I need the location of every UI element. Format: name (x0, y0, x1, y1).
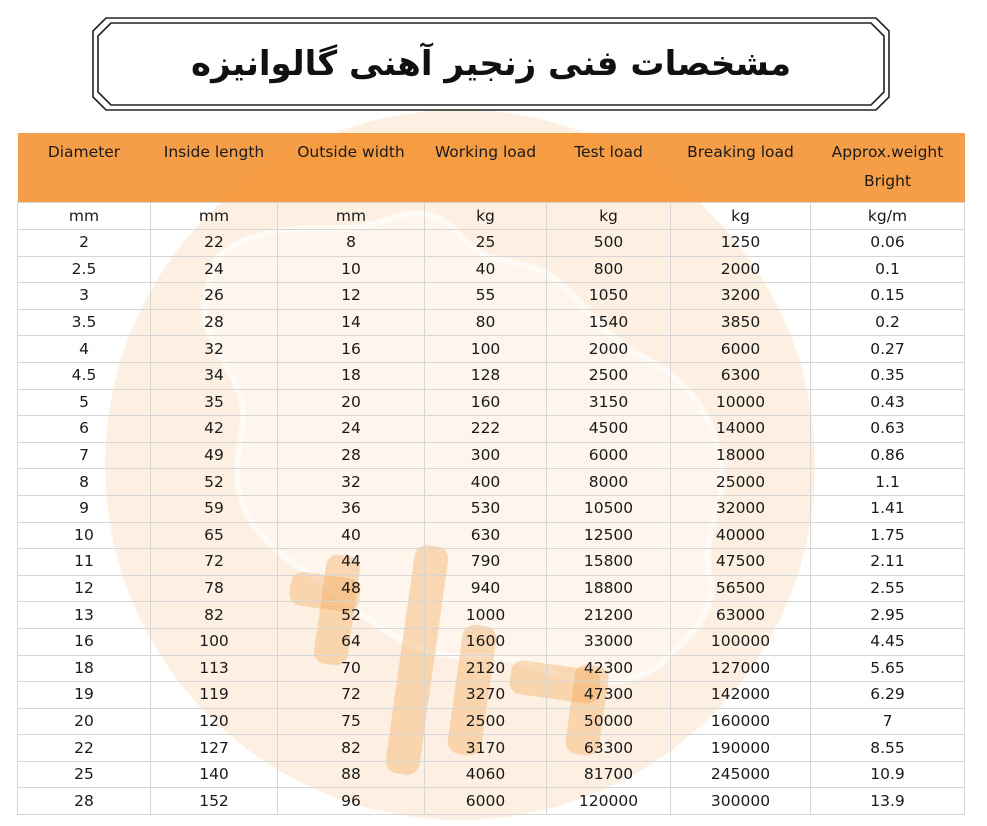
table-cell: 6300 (671, 362, 811, 389)
table-cell: 18800 (547, 575, 671, 602)
table-cell: 13 (18, 602, 151, 629)
table-cell: 20 (278, 389, 425, 416)
table-cell: 940 (425, 575, 547, 602)
table-cell: 8000 (547, 469, 671, 496)
table-cell: 6000 (547, 442, 671, 469)
table-cell: 5.65 (811, 655, 965, 682)
table-cell: 21200 (547, 602, 671, 629)
table-cell: 0.35 (811, 362, 965, 389)
table-cell: 113 (151, 655, 278, 682)
unit-cell: mm (18, 203, 151, 230)
table-cell: 3 (18, 283, 151, 310)
table-row (18, 256, 965, 283)
table-row (18, 655, 965, 682)
table-cell: 96 (278, 788, 425, 815)
table-row (18, 628, 965, 655)
table-row (18, 442, 965, 469)
table-cell: 10000 (671, 389, 811, 416)
table-cell: 4.5 (18, 362, 151, 389)
table-cell: 9 (18, 495, 151, 522)
table-cell: 1600 (425, 628, 547, 655)
table-cell: 52 (151, 469, 278, 496)
table-row (18, 735, 965, 762)
table-row (18, 230, 965, 257)
column-header (811, 133, 965, 203)
table-cell: 6000 (671, 336, 811, 363)
table-cell: 75 (278, 708, 425, 735)
table-cell: 8 (278, 230, 425, 257)
table-cell: 10 (278, 256, 425, 283)
table-row (18, 549, 965, 576)
table-cell: 2000 (547, 336, 671, 363)
table-cell: 49 (151, 442, 278, 469)
table-cell: 22 (18, 735, 151, 762)
table-cell: 1050 (547, 283, 671, 310)
table-row (18, 416, 965, 443)
table-cell: 63000 (671, 602, 811, 629)
table-cell: 4.45 (811, 628, 965, 655)
unit-cell: kg (425, 203, 547, 230)
table-cell: 1.75 (811, 522, 965, 549)
table-cell: 4 (18, 336, 151, 363)
table-cell: 3150 (547, 389, 671, 416)
table-cell: 40 (425, 256, 547, 283)
table-cell: 2.55 (811, 575, 965, 602)
table-cell: 120 (151, 708, 278, 735)
table-cell: 6000 (425, 788, 547, 815)
table-cell: 59 (151, 495, 278, 522)
table-cell: 22 (151, 230, 278, 257)
table-cell: 0.06 (811, 230, 965, 257)
units-row (18, 203, 965, 230)
table-cell: 128 (425, 362, 547, 389)
table-cell: 300000 (671, 788, 811, 815)
table-cell: 15800 (547, 549, 671, 576)
table-row (18, 389, 965, 416)
table-cell: 18000 (671, 442, 811, 469)
table-cell: 800 (547, 256, 671, 283)
table-row (18, 788, 965, 815)
table-cell: 1.1 (811, 469, 965, 496)
table-cell: 18 (18, 655, 151, 682)
table-row (18, 362, 965, 389)
table-cell: 100 (151, 628, 278, 655)
table-cell: 64 (278, 628, 425, 655)
table-cell: 12 (278, 283, 425, 310)
table-cell: 3170 (425, 735, 547, 762)
table-cell: 2.11 (811, 549, 965, 576)
column-header-label: Diameter (47, 143, 121, 161)
table-cell: 12500 (547, 522, 671, 549)
table-cell: 630 (425, 522, 547, 549)
table-cell: 80 (425, 309, 547, 336)
table-cell: 16 (278, 336, 425, 363)
table-cell: 2500 (425, 708, 547, 735)
table-cell: 190000 (671, 735, 811, 762)
table-cell: 1540 (547, 309, 671, 336)
table-cell: 10500 (547, 495, 671, 522)
table-cell: 4500 (547, 416, 671, 443)
table-cell: 142000 (671, 682, 811, 709)
table-cell: 65 (151, 522, 278, 549)
table-cell: 88 (278, 761, 425, 788)
table-cell: 2000 (671, 256, 811, 283)
table-cell: 32 (278, 469, 425, 496)
table-cell: 28 (18, 788, 151, 815)
table-row (18, 283, 965, 310)
spec-table (17, 133, 965, 815)
table-cell: 7 (18, 442, 151, 469)
table-cell: 18 (278, 362, 425, 389)
table-cell: 55 (425, 283, 547, 310)
table-cell: 13.9 (811, 788, 965, 815)
table-cell: 36 (278, 495, 425, 522)
title-frame (92, 17, 890, 111)
table-cell: 127000 (671, 655, 811, 682)
table-cell: 19 (18, 682, 151, 709)
unit-cell: kg (671, 203, 811, 230)
table-cell: 42 (151, 416, 278, 443)
table-cell: 32 (151, 336, 278, 363)
table-row (18, 336, 965, 363)
table-cell: 0.1 (811, 256, 965, 283)
column-header-label: Approx.weight (831, 143, 944, 161)
table-cell: 52 (278, 602, 425, 629)
table-cell: 33000 (547, 628, 671, 655)
table-cell: 0.86 (811, 442, 965, 469)
table-cell: 119 (151, 682, 278, 709)
table-cell: 0.27 (811, 336, 965, 363)
table-cell: 56500 (671, 575, 811, 602)
table-cell: 82 (278, 735, 425, 762)
table-cell: 25 (18, 761, 151, 788)
table-cell: 40 (278, 522, 425, 549)
table-cell: 72 (278, 682, 425, 709)
table-cell: 3270 (425, 682, 547, 709)
column-header-label: Breaking load (687, 143, 794, 161)
table-cell: 10 (18, 522, 151, 549)
table-cell: 12 (18, 575, 151, 602)
table-cell: 20 (18, 708, 151, 735)
table-cell: 14 (278, 309, 425, 336)
table-row (18, 575, 965, 602)
table-cell: 6.29 (811, 682, 965, 709)
table-cell: 2 (18, 230, 151, 257)
column-header (151, 133, 278, 203)
table-cell: 0.15 (811, 283, 965, 310)
column-header-label: Inside length (163, 143, 265, 161)
table-cell: 140 (151, 761, 278, 788)
table-cell: 11 (18, 549, 151, 576)
table-cell: 3850 (671, 309, 811, 336)
table-cell: 1.41 (811, 495, 965, 522)
column-header-label: Test load (574, 143, 643, 161)
table-cell: 300 (425, 442, 547, 469)
page-title: مشخصات فنی زنجیر آهنی گالوانیزه (191, 44, 791, 84)
table-cell: 8.55 (811, 735, 965, 762)
table-cell: 28 (278, 442, 425, 469)
table-cell: 48 (278, 575, 425, 602)
table-cell: 70 (278, 655, 425, 682)
table-cell: 8 (18, 469, 151, 496)
table-cell: 3.5 (18, 309, 151, 336)
table-cell: 3200 (671, 283, 811, 310)
table-cell: 127 (151, 735, 278, 762)
table-cell: 160000 (671, 708, 811, 735)
column-header (671, 133, 811, 203)
table-cell: 47500 (671, 549, 811, 576)
table-cell: 1000 (425, 602, 547, 629)
table-cell: 44 (278, 549, 425, 576)
unit-cell: kg/m (811, 203, 965, 230)
table-cell: 1250 (671, 230, 811, 257)
table-cell: 82 (151, 602, 278, 629)
table-cell: 35 (151, 389, 278, 416)
table-row (18, 602, 965, 629)
table-cell: 14000 (671, 416, 811, 443)
table-row (18, 522, 965, 549)
table-cell: 120000 (547, 788, 671, 815)
table-cell: 100000 (671, 628, 811, 655)
table-cell: 28 (151, 309, 278, 336)
table-cell: 63300 (547, 735, 671, 762)
table-cell: 32000 (671, 495, 811, 522)
table-row (18, 682, 965, 709)
column-header (425, 133, 547, 203)
table-cell: 34 (151, 362, 278, 389)
table-cell: 5 (18, 389, 151, 416)
column-header (18, 133, 151, 203)
table-cell: 26 (151, 283, 278, 310)
table-cell: 0.2 (811, 309, 965, 336)
table-cell: 500 (547, 230, 671, 257)
unit-cell: kg (547, 203, 671, 230)
table-body (18, 203, 965, 815)
table-cell: 2.95 (811, 602, 965, 629)
table-cell: 25 (425, 230, 547, 257)
table-cell: 78 (151, 575, 278, 602)
column-header (278, 133, 425, 203)
table-cell: 10.9 (811, 761, 965, 788)
table-cell: 24 (151, 256, 278, 283)
table-cell: 0.63 (811, 416, 965, 443)
table-cell: 790 (425, 549, 547, 576)
table-cell: 530 (425, 495, 547, 522)
table-cell: 47300 (547, 682, 671, 709)
table-cell: 2.5 (18, 256, 151, 283)
unit-cell: mm (278, 203, 425, 230)
table-cell: 400 (425, 469, 547, 496)
table-cell: 4060 (425, 761, 547, 788)
table-row (18, 708, 965, 735)
header-row (18, 133, 965, 203)
column-header (547, 133, 671, 203)
unit-cell: mm (151, 203, 278, 230)
table-cell: 6 (18, 416, 151, 443)
table-cell: 100 (425, 336, 547, 363)
column-header-label: Bright (863, 172, 912, 190)
table-cell: 2120 (425, 655, 547, 682)
table-cell: 24 (278, 416, 425, 443)
table-cell: 40000 (671, 522, 811, 549)
table-row (18, 469, 965, 496)
table-cell: 0.43 (811, 389, 965, 416)
table-cell: 7 (811, 708, 965, 735)
table-cell: 160 (425, 389, 547, 416)
table-cell: 245000 (671, 761, 811, 788)
table-row (18, 309, 965, 336)
column-header-label: Working load (434, 143, 537, 161)
table-cell: 81700 (547, 761, 671, 788)
table-cell: 152 (151, 788, 278, 815)
column-header-label: Outside width (297, 143, 405, 161)
table-cell: 25000 (671, 469, 811, 496)
table-cell: 42300 (547, 655, 671, 682)
table-cell: 2500 (547, 362, 671, 389)
table-cell: 222 (425, 416, 547, 443)
table-cell: 16 (18, 628, 151, 655)
table-cell: 72 (151, 549, 278, 576)
table-row (18, 495, 965, 522)
table-row (18, 761, 965, 788)
table-cell: 50000 (547, 708, 671, 735)
